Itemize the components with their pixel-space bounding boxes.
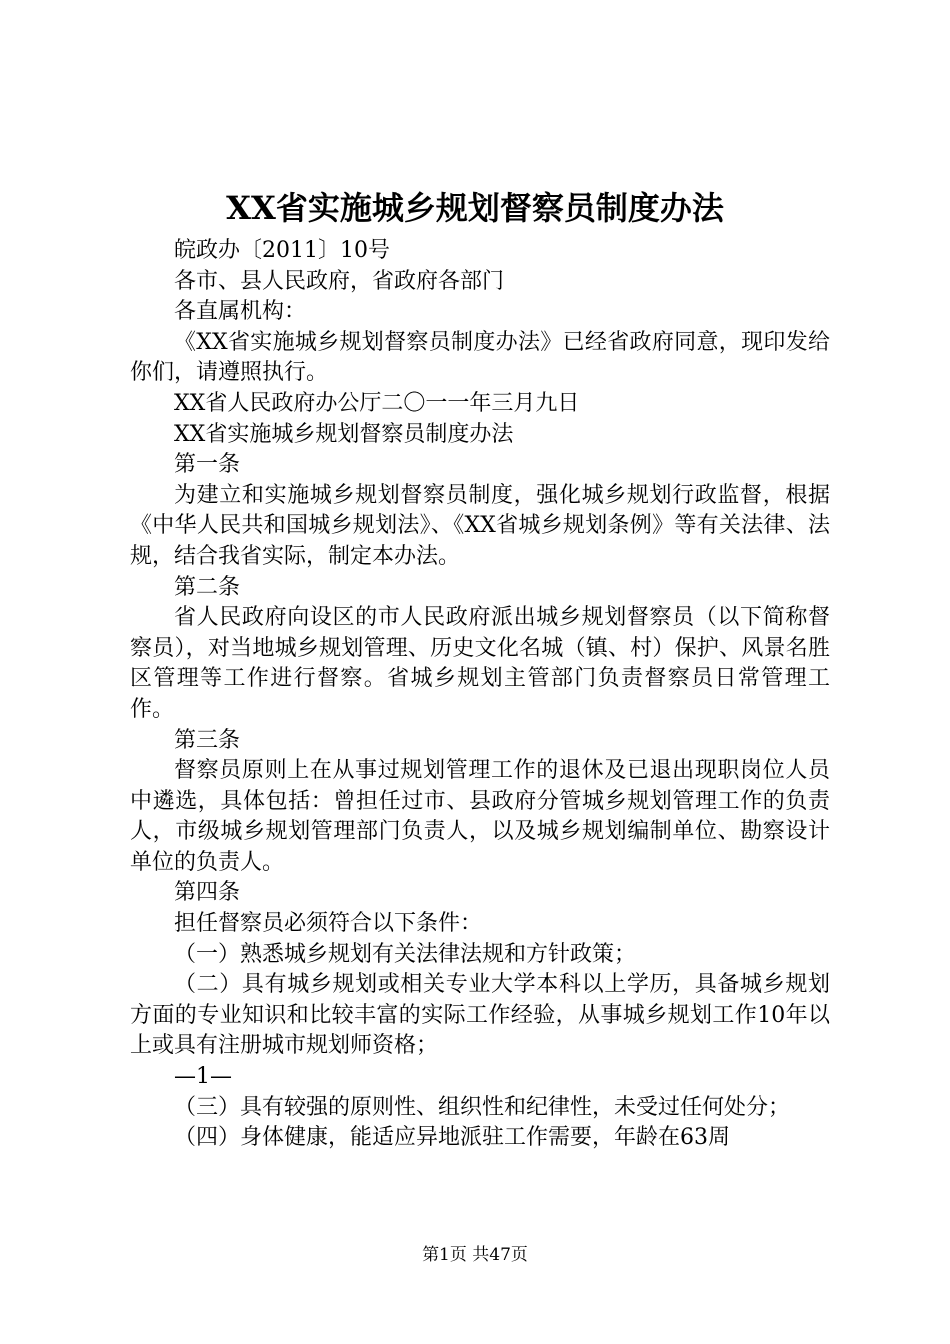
sub-title: XX省实施城乡规划督察员制度办法 [174, 421, 514, 447]
inline-page-marker: —1— [174, 1064, 232, 1090]
document-body [130, 236, 830, 1154]
condition-item-3: （三）具有较强的原则性、组织性和纪律性，未受过任何处分； [174, 1094, 791, 1120]
article-paragraph-1: 为建立和实施城乡规划督察员制度，强化城乡规划行政监督，根据《中华人民共和国城乡规划法》、《XX省城乡规划条例》等有关法律、法规，结合我省实际，制定本办法。 [130, 482, 830, 569]
document-title: XX省实施城乡规划督察员制度办法 [226, 189, 724, 227]
notice-paragraph: 《XX省实施城乡规划督察员制度办法》已经省政府同意，现印发给你们，请遵照执行。 [130, 329, 830, 386]
addressee-line-2: 各直属机构： [174, 299, 307, 325]
addressee-line-1: 各市、县人民政府，省政府各部门 [174, 268, 505, 294]
condition-item-2: （二）具有城乡规划或相关专业大学本科以上学历，具备城乡规划方面的专业知识和比较丰富的实际工作经验，从事城乡规划工作10年以上或具有注册城市规划师资格； [130, 972, 830, 1059]
article-heading-1: 第一条 [174, 452, 241, 478]
article-heading-2: 第二条 [174, 574, 241, 600]
article-paragraph-4: 担任督察员必须符合以下条件： [174, 911, 483, 937]
article-heading-4: 第四条 [174, 880, 241, 906]
article-paragraph-2: 省人民政府向设区的市人民政府派出城乡规划督察员（以下简称督察员），对当地城乡规划管理、历史文化名城（镇、村）保护、风景名胜区管理等工作进行督察。省城乡规划主管部门负责督察员日常管理工作。 [130, 605, 830, 722]
condition-item-1: （一）熟悉城乡规划有关法律法规和方针政策； [174, 941, 637, 967]
article-heading-3: 第三条 [174, 727, 241, 753]
condition-item-4: （四）身体健康，能适应异地派驻工作需要，年龄在63周 [174, 1125, 730, 1151]
doc-number: 皖政办〔2011〕10号 [174, 238, 390, 263]
page-footer: 第1页 共47页 [422, 1245, 528, 1265]
article-paragraph-3: 督察员原则上在从事过规划管理工作的退休及已退出现职岗位人员中遴选，具体包括：曾担任过市、县政府分管城乡规划管理工作的负责人，市级城乡规划管理部门负责人，以及城乡规划编制单位、勘察设计单位的负责人。 [130, 758, 830, 875]
issuer-date: XX省人民政府办公厅二〇一一年三月九日 [174, 390, 580, 416]
